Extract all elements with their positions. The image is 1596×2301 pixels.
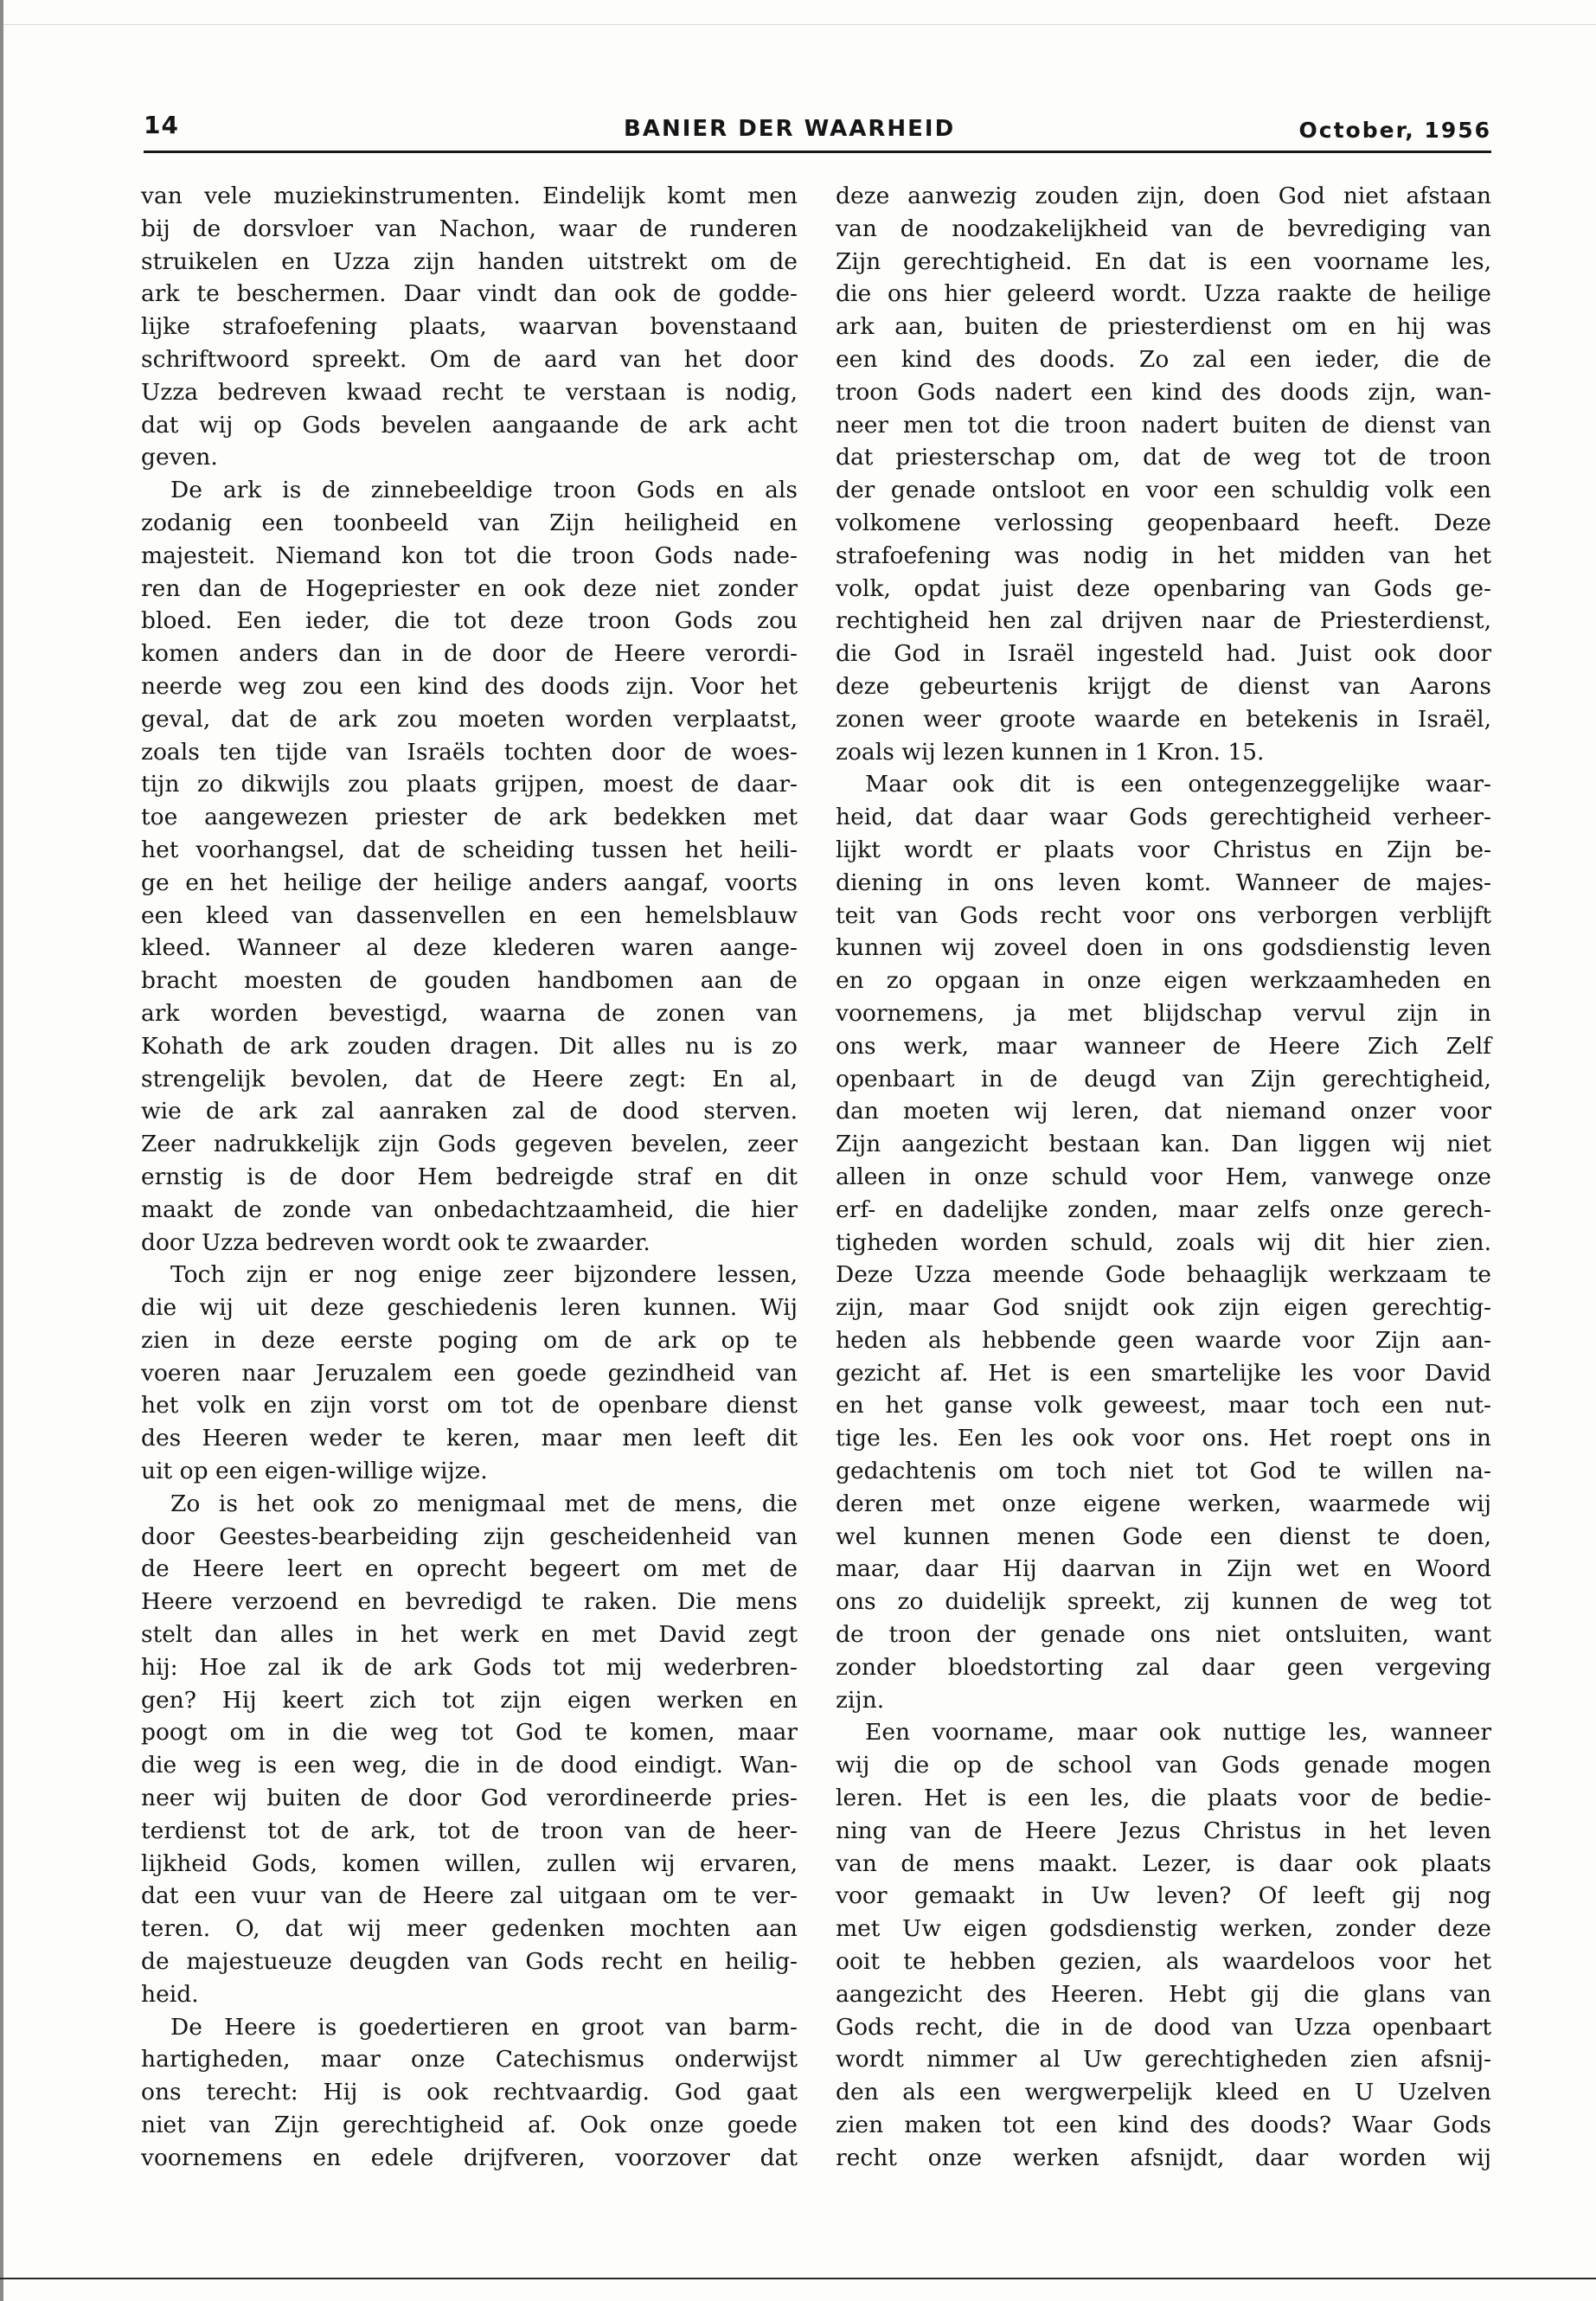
text-line: komen anders dan in de door de Heere verordi- xyxy=(141,640,798,668)
text-line: schriftwoord spreekt. Om de aard van het door xyxy=(141,345,798,373)
text-line: alleen in onze schuld voor Hem, vanwege onze xyxy=(836,1163,1491,1190)
text-line: zodanig een toonbeeld van Zijn heiligheid en xyxy=(141,509,798,536)
text-line: den als een wergwerpelijk kleed en U Uzelven xyxy=(836,2079,1491,2106)
text-line: Gods recht, die in de dood van Uzza openbaart xyxy=(836,2013,1491,2041)
text-line: strengelijk bevolen, dat de Heere zegt: En al, xyxy=(141,1065,798,1093)
text-line: zonen weer groote waarde en betekenis in Israël, xyxy=(836,705,1491,733)
text-line: volk, opdat juist deze openbaring van Gods ge- xyxy=(836,574,1491,602)
text-line: van de mens maakt. Lezer, is daar ook plaats xyxy=(836,1849,1491,1877)
text-line: des Heeren weder te keren, maar men leeft dit xyxy=(141,1425,798,1452)
text-line: Toch zijn er nog enige zeer bijzondere lessen, xyxy=(170,1261,798,1289)
text-line: zoals wij lezen kunnen in 1 Kron. 15. xyxy=(836,738,1265,766)
text-line: wordt nimmer al Uw gerechtigheden zien afsnij- xyxy=(836,2046,1491,2073)
text-line: tige les. Een les ook voor ons. Het roept ons in xyxy=(836,1425,1491,1452)
text-line: ning van de Heere Jezus Christus in het leven xyxy=(836,1817,1491,1844)
text-line: ark te beschermen. Daar vindt dan ook de godde- xyxy=(141,280,798,308)
text-line: niet van Zijn gerechtigheid af. Ook onze goede xyxy=(141,2112,798,2139)
running-header xyxy=(144,111,1491,154)
text-line: diening in ons leven komt. Wanneer de majes- xyxy=(836,868,1491,896)
issue-date: October, 1956 xyxy=(1298,118,1491,143)
text-line: kunnen wij zoveel doen in ons godsdienstig leven xyxy=(836,934,1491,962)
text-line: zijn, maar God snijdt ook zijn eigen gerechtig- xyxy=(836,1294,1491,1322)
text-line: maar, daar Hij daarvan in Zijn wet en Woord xyxy=(836,1555,1491,1583)
text-line: toe aangewezen priester de ark bedekken met xyxy=(141,804,798,831)
text-line: het voorhangsel, dat de scheiding tussen het heili- xyxy=(141,836,798,863)
text-line: heid, dat daar waar Gods gerechtigheid verheer- xyxy=(836,804,1491,831)
text-line: Uzza bedreven kwaad recht te verstaan is nodig, xyxy=(141,378,798,406)
text-line: een kind des doods. Zo zal een ieder, die de xyxy=(836,345,1491,373)
text-line: door Geestes-bearbeiding zijn gescheidenheid van xyxy=(141,1522,798,1550)
text-line: Maar ook dit is een ontegenzeggelijke waar- xyxy=(865,771,1491,798)
text-line: zonder bloedstorting zal daar geen vergeving xyxy=(836,1653,1491,1681)
page-number: 14 xyxy=(144,111,179,139)
text-line: poogt om in die weg tot God te komen, maar xyxy=(141,1719,798,1747)
text-line: ons terecht: Hij is ook rechtvaardig. God gaat xyxy=(141,2079,798,2106)
text-line: teit van Gods recht voor ons verborgen verblijft xyxy=(836,901,1491,929)
text-line: bracht moesten de gouden handbomen aan de xyxy=(141,967,798,995)
text-line: hartigheden, maar onze Catechismus onderwijst xyxy=(141,2046,798,2073)
text-line: maakt de zonde van onbedachtzaamheid, die hier xyxy=(141,1195,798,1223)
text-line: uit op een eigen-willige wijze. xyxy=(141,1458,488,1485)
text-line: ons zo duidelijk spreekt, zij kunnen de weg tot xyxy=(836,1588,1491,1616)
text-line: rechtigheid hen zal drijven naar de Priesterdienst, xyxy=(836,607,1491,635)
text-line: gen? Hij keert zich tot zijn eigen werken en xyxy=(141,1686,798,1714)
text-line: Zo is het ook zo menigmaal met de mens, die xyxy=(170,1490,798,1517)
text-line: geven. xyxy=(141,444,218,471)
text-line: zoals ten tijde van Israëls tochten door de woes- xyxy=(141,738,798,766)
text-line: lijkheid Gods, komen willen, zullen wij ervaren, xyxy=(141,1849,798,1877)
text-line: terdienst tot de ark, tot de troon van de heer- xyxy=(141,1817,798,1844)
text-line: zijn. xyxy=(836,1686,885,1714)
text-line: neer wij buiten de door God verordineerde pries- xyxy=(141,1785,798,1812)
text-line: bij de dorsvloer van Nachon, waar de runderen xyxy=(141,215,798,242)
text-line: heden als hebbende geen waarde voor Zijn aan- xyxy=(836,1326,1491,1354)
text-line: en het ganse volk geweest, maar toch een nut- xyxy=(836,1392,1491,1420)
text-line: stelt dan alles in het werk en met David zegt xyxy=(141,1621,798,1649)
text-line: Zijn gerechtigheid. En dat is een voorname les, xyxy=(836,247,1491,275)
text-line: Heere verzoend en bevredigd te raken. Die mens xyxy=(141,1588,798,1616)
text-line: een kleed van dassenvellen en een hemelsblauw xyxy=(141,901,798,929)
text-line: Zeer nadrukkelijk zijn Gods gegeven bevelen, zeer xyxy=(141,1131,798,1158)
text-line: dan moeten wij leren, dat niemand onzer voor xyxy=(836,1098,1491,1125)
text-line: lijkt wordt er plaats voor Christus en Zijn be- xyxy=(836,836,1491,863)
text-line: met Uw eigen godsdienstig werken, zonder deze xyxy=(836,1915,1491,1943)
text-line: tigheden worden schuld, zoals wij dit hier zien. xyxy=(836,1228,1491,1256)
text-line: die weg is een weg, die in de dood eindigt. Wan- xyxy=(141,1752,798,1779)
scan-edge-bottom xyxy=(0,2278,1596,2279)
text-line: de troon der genade ons niet ontsluiten, want xyxy=(836,1621,1491,1649)
text-line: Kohath de ark zouden dragen. Dit alles nu is zo xyxy=(141,1032,798,1060)
text-line: die God in Israël ingesteld had. Juist ook door xyxy=(836,640,1491,668)
text-line: recht onze werken afsnijdt, daar worden wij xyxy=(836,2144,1491,2171)
text-line: majesteit. Niemand kon tot die troon Gods nade- xyxy=(141,542,798,569)
text-line: teren. O, dat wij meer gedenken mochten aan xyxy=(141,1915,798,1943)
text-line: dat priesterschap om, dat de weg tot de troon xyxy=(836,444,1491,471)
text-line: struikelen en Uzza zijn handen uitstrekt om de xyxy=(141,247,798,275)
text-line: zien in deze eerste poging om de ark op te xyxy=(141,1326,798,1354)
text-line: ge en het heilige der heilige anders aangaf, voorts xyxy=(141,868,798,896)
text-line: voor gemaakt in Uw leven? Of leeft gij nog xyxy=(836,1882,1491,1910)
text-line: deze aanwezig zouden zijn, doen God niet afstaan xyxy=(836,183,1491,209)
header-rule xyxy=(144,151,1491,153)
text-line: wij die op de school van Gods genade mogen xyxy=(836,1752,1491,1779)
text-line: voornemens, ja met blijdschap vervul zijn in xyxy=(836,999,1491,1027)
text-line: gedachtenis om toch niet tot God te willen na- xyxy=(836,1458,1491,1485)
text-line: erf- en dadelijke zonden, maar zelfs onze gerech- xyxy=(836,1195,1491,1223)
text-line: wie de ark zal aanraken zal de dood sterven. xyxy=(141,1098,798,1125)
text-line: Een voorname, maar ook nuttige les, wanneer xyxy=(865,1719,1491,1747)
text-line: openbaart in de deugd van Zijn gerechtigheid, xyxy=(836,1065,1491,1093)
text-line: Zijn aangezicht bestaan kan. Dan liggen wij niet xyxy=(836,1131,1491,1158)
text-line: troon Gods nadert een kind des doods zijn, wan- xyxy=(836,378,1491,406)
text-line: deze gebeurtenis krijgt de dienst van Aarons xyxy=(836,672,1491,700)
text-line: wel kunnen menen Gode een dienst te doen, xyxy=(836,1522,1491,1550)
text-line: volkomene verlossing geopenbaard heeft. Deze xyxy=(836,509,1491,536)
text-line: der genade ontsloot en voor een schuldig volk een xyxy=(836,477,1491,504)
right-column xyxy=(836,180,1491,2175)
text-line: de majestueuze deugden van Gods recht en heilig- xyxy=(141,1948,798,1976)
text-line: ernstig is de door Hem bedreigde straf en dit xyxy=(141,1163,798,1190)
text-line: van vele muziekinstrumenten. Eindelijk komt men xyxy=(141,183,798,209)
text-line: deren met onze eigene werken, waarmede wij xyxy=(836,1490,1491,1517)
text-line: lijke strafoefening plaats, waarvan bovenstaand xyxy=(141,313,798,341)
text-line: voeren naar Jeruzalem een goede gezindheid van xyxy=(141,1359,798,1387)
text-line: De ark is de zinnebeeldige troon Gods en als xyxy=(170,477,798,504)
text-line: ark aan, buiten de priesterdienst om en hij was xyxy=(836,313,1491,341)
text-line: bloed. Een ieder, die tot deze troon Gods zou xyxy=(141,607,798,635)
text-line: ark worden bevestigd, waarna de zonen van xyxy=(141,999,798,1027)
text-line: kleed. Wanneer al deze klederen waren aange- xyxy=(141,934,798,962)
left-column xyxy=(141,180,798,2175)
text-line: voornemens en edele drijfveren, voorzover dat xyxy=(141,2144,798,2171)
journal-title: BANIER DER WAARHEID xyxy=(624,116,956,142)
text-line: leren. Het is een les, die plaats voor de bedie- xyxy=(836,1785,1491,1812)
text-line: zien maken tot een kind des doods? Waar Gods xyxy=(836,2112,1491,2139)
text-line: die ons hier geleerd wordt. Uzza raakte de heilige xyxy=(836,280,1491,308)
text-line: ooit te hebben gezien, als waardeloos voor het xyxy=(836,1948,1491,1976)
text-line: van de noodzakelijkheid van de bevrediging van xyxy=(836,215,1491,242)
text-line: ons werk, maar wanneer de Heere Zich Zelf xyxy=(836,1032,1491,1060)
text-line: die wij uit deze geschiedenis leren kunnen. Wij xyxy=(141,1294,798,1322)
text-line: geval, dat de ark zou moeten worden verplaatst, xyxy=(141,705,798,733)
text-line: het volk en zijn vorst om tot de openbare dienst xyxy=(141,1392,798,1420)
text-line: De Heere is goedertieren en groot van barm- xyxy=(170,2013,798,2041)
scan-edge-top xyxy=(0,24,1596,25)
text-line: aangezicht des Heeren. Hebt gij die glans van xyxy=(836,1980,1491,2008)
text-line: door Uzza bedreven wordt ook te zwaarder. xyxy=(141,1228,651,1256)
scan-edge-left xyxy=(0,0,3,2301)
text-line: dat wij op Gods bevelen aangaande de ark acht xyxy=(141,411,798,439)
text-line: neerde weg zou een kind des doods zijn. Voor het xyxy=(141,672,798,700)
text-line: neer men tot die troon nadert buiten de dienst van xyxy=(836,411,1491,439)
text-line: strafoefening was nodig in het midden van het xyxy=(836,542,1491,569)
text-line: hij: Hoe zal ik de ark Gods tot mij wederbren- xyxy=(141,1653,798,1681)
text-line: de Heere leert en oprecht begeert om met de xyxy=(141,1555,798,1583)
text-line: en zo opgaan in onze eigen werkzaamheden en xyxy=(836,967,1491,995)
text-line: heid. xyxy=(141,1980,199,2008)
text-line: dat een vuur van de Heere zal uitgaan om te ver- xyxy=(141,1882,798,1910)
text-line: Deze Uzza meende Gode behaaglijk werkzaam te xyxy=(836,1261,1491,1289)
text-line: gezicht af. Het is een smartelijke les voor David xyxy=(836,1359,1491,1387)
text-line: ren dan de Hogepriester en ook deze niet zonder xyxy=(141,574,798,602)
text-line: tijn zo dikwijls zou plaats grijpen, moest de daar- xyxy=(141,771,798,798)
